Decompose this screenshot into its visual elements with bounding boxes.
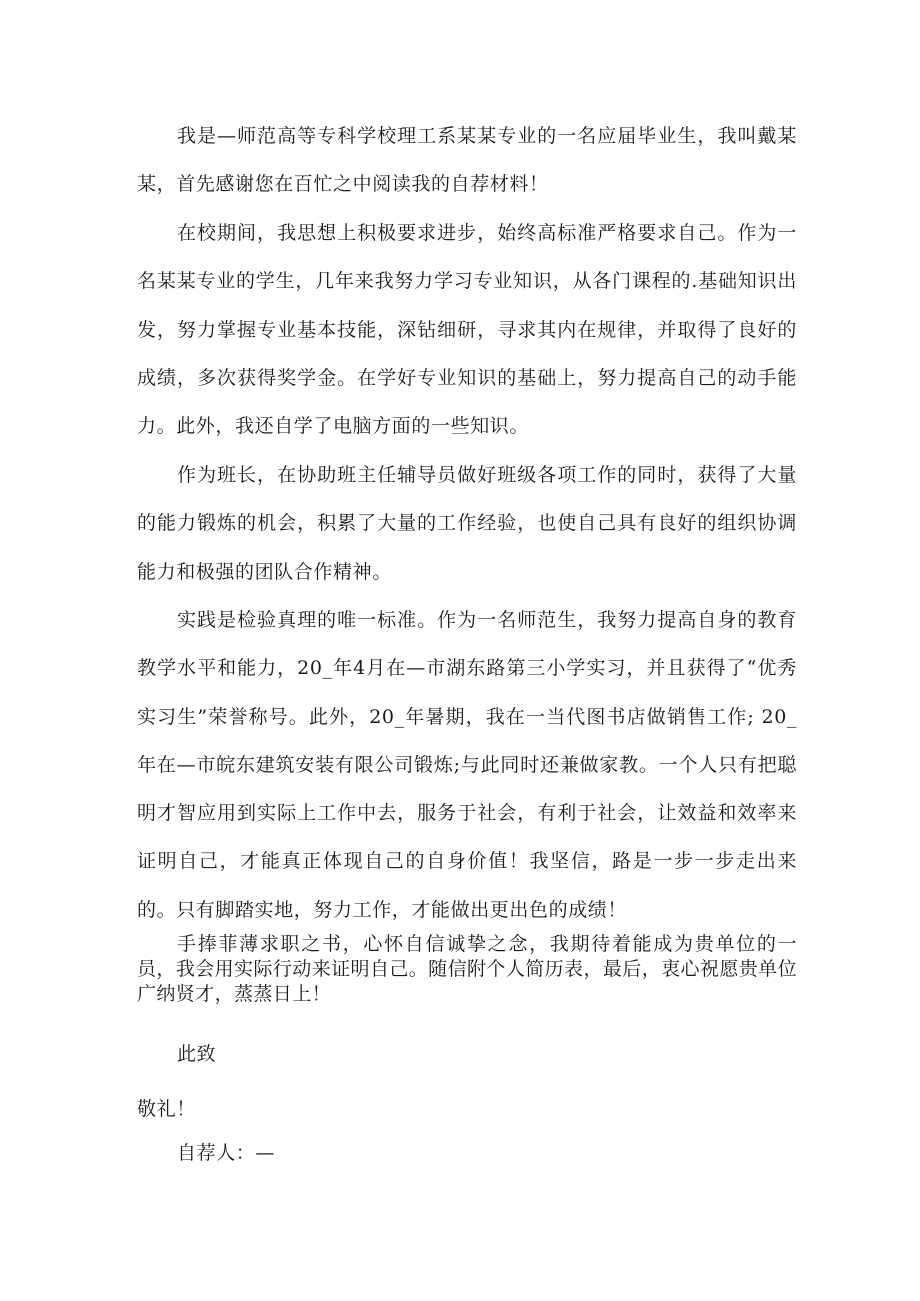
paragraph-conclusion: 手捧菲薄求职之书，心怀自信诚挚之念，我期待着能成为贵单位的一员，我会用实际行动来证明自己。随信附个人简历表，最后，衷心祝愿贵单位广纳贤才，蒸蒸日上！ [137, 933, 797, 1005]
paragraph-introduction: 我是—师范高等专科学校理工系某某专业的一名应届毕业生，我叫戴某某，首先感谢您在百忙之中阅读我的自荐材料！ [137, 125, 797, 196]
closing-phrase: 此致 [177, 1043, 217, 1065]
signature-line: 自荐人：— [177, 1142, 276, 1164]
paragraph-class-monitor: 作为班长，在协助班主任辅导员做好班级各项工作的同时，获得了大量的能力锻炼的机会，积累了大量的工作经验，也使自己具有良好的组织协调能力和极强的团队合作精神。 [137, 464, 797, 583]
paragraph-practice: 实践是检验真理的唯一标准。作为一名师范生，我努力提高自身的教育教学水平和能力，20_年4月在—市湖东路第三小学实习，并且获得了“优秀实习生”荣誉称号。此外，20_年暑期，我在一当代图书店做销售工作; 20_年在—市皖东建筑安装有限公司锻炼;与此同时还兼做家教。一个人只有把聪明才智应用到实际上工作中去，服务于社会，有利于社会，让效益和效率来证明自己，才能真正体现自己的自身价值！我坚信，路是一步一步走出来的。只有脚踏实地，努力工作，才能做出更出色的成绩！ [137, 609, 797, 921]
salutation: 敬礼！ [137, 1098, 196, 1120]
paragraph-studies: 在校期间，我思想上积极要求进步，始终高标准严格要求自己。作为一名某某专业的学生，几年来我努力学习专业知识，从各门课程的.基础知识出发，努力掌握专业基本技能，深钻细研，寻求其内在规律，并取得了良好的成绩，多次获得奖学金。在学好专业知识的基础上，努力提高自己的动手能力。此外，我还自学了电脑方面的一些知识。 [137, 222, 797, 438]
